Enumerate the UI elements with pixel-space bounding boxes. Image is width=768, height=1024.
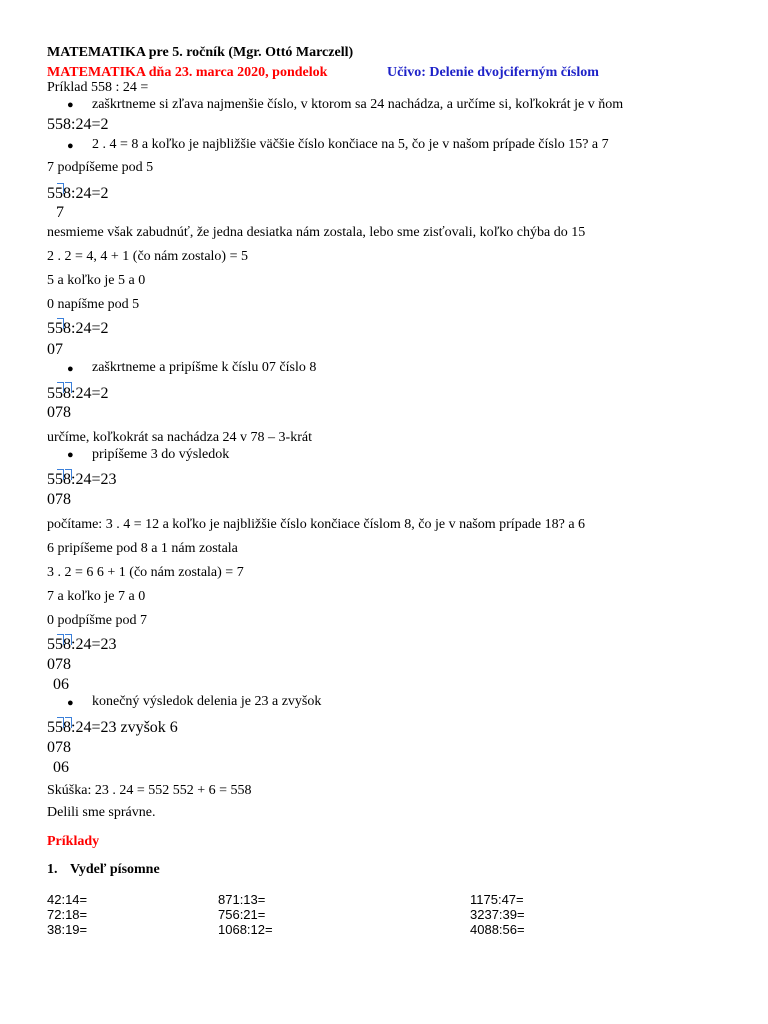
paragraph: 7 a koľko je 7 a 0 xyxy=(47,589,146,604)
paragraph: 5 a koľko je 5 a 0 xyxy=(47,273,146,288)
remainder-line: 06 xyxy=(53,759,69,776)
task-title: Vydeľ písomne xyxy=(70,862,160,877)
bullet-icon: ● xyxy=(67,697,74,709)
topic-line: Učivo: Delenie dvojciferným číslom xyxy=(387,65,599,80)
exercises-heading: Príklady xyxy=(47,834,100,849)
paragraph: 2 . 2 = 4, 4 + 1 (čo nám zostalo) = 5 xyxy=(47,249,248,264)
remainder-line: 7 xyxy=(56,204,64,221)
bullet-text: pripíšeme 3 do výsledok xyxy=(92,447,230,462)
paragraph: 7 podpíšeme pod 5 xyxy=(47,160,154,175)
bullet-icon: ● xyxy=(67,99,74,111)
remainder-line: 078 xyxy=(47,404,71,421)
division-line: 558:24=23 xyxy=(47,636,117,653)
bullet-icon: ● xyxy=(67,449,74,461)
exercise-item: 1068:12= xyxy=(218,922,273,937)
division-line: 558:24=23 zvyšok 6 xyxy=(47,719,178,736)
paragraph: nesmieme však zabudnúť, že jedna desiatka nám zostala, lebo sme zisťovali, koľko chýba do 15 xyxy=(47,225,586,240)
division-line: 558:24=2 xyxy=(47,385,109,402)
exercise-item: 42:14= xyxy=(47,892,88,907)
task-number: 1. xyxy=(47,862,58,877)
document-title: MATEMATIKA pre 5. ročník (Mgr. Ottó Marczell) xyxy=(47,45,354,60)
exercise-column-2 xyxy=(218,893,273,938)
exercise-item: 38:19= xyxy=(47,922,88,937)
exercise-column-1 xyxy=(47,893,87,938)
remainder-line: 07 xyxy=(47,341,63,358)
exercise-item: 871:13= xyxy=(218,892,266,907)
paragraph: počítame: 3 . 4 = 12 a koľko je najbližšie číslo končiace číslom 8, čo je v našom prípade 18? a 6 xyxy=(47,517,586,532)
exercise-column-3 xyxy=(470,893,525,938)
paragraph: určíme, koľkokrát sa nachádza 24 v 78 – 3-krát xyxy=(47,430,312,445)
remainder-line: 078 xyxy=(47,656,71,673)
exercise-item: 72:18= xyxy=(47,907,88,922)
bullet-text: 2 . 4 = 8 a koľko je najbližšie väčšie číslo končiace na 5, čo je v našom prípade číslo 15? a 7 xyxy=(92,137,609,152)
paragraph: 6 pripíšeme pod 8 a 1 nám zostala xyxy=(47,541,238,556)
paragraph: 0 podpíšme pod 7 xyxy=(47,613,147,628)
check-line: Skúška: 23 . 24 = 552 552 + 6 = 558 xyxy=(47,783,252,798)
bullet-text: konečný výsledok delenia je 23 a zvyšok xyxy=(92,694,322,709)
division-line: 558:24=2 xyxy=(47,320,109,337)
bullet-text: zaškrtneme si zľava najmenšie číslo, v ktorom sa 24 nachádza, a určíme si, koľkokrát je v ňom xyxy=(92,97,624,112)
division-line: 558:24=2 xyxy=(47,185,109,202)
division-line: 558:24=2 xyxy=(47,116,109,133)
remainder-line: 06 xyxy=(53,676,69,693)
exercise-item: 756:21= xyxy=(218,907,266,922)
exercise-item: 1175:47= xyxy=(470,892,524,907)
bullet-icon: ● xyxy=(67,140,74,152)
remainder-line: 078 xyxy=(47,491,71,508)
bullet-text: zaškrtneme a pripíšme k číslu 07 číslo 8 xyxy=(92,360,317,375)
paragraph: 0 napíšme pod 5 xyxy=(47,297,140,312)
exercise-item: 3237:39= xyxy=(470,907,525,922)
division-line: 558:24=23 xyxy=(47,471,117,488)
paragraph: 3 . 2 = 6 6 + 1 (čo nám zostala) = 7 xyxy=(47,565,244,580)
bullet-icon: ● xyxy=(67,363,74,375)
example-label: Príklad 558 : 24 = xyxy=(47,80,149,95)
exercise-item: 4088:56= xyxy=(470,922,525,937)
conclusion-line: Delili sme správne. xyxy=(47,805,156,820)
date-line: MATEMATIKA dňa 23. marca 2020, pondelok xyxy=(47,65,328,80)
remainder-line: 078 xyxy=(47,739,71,756)
